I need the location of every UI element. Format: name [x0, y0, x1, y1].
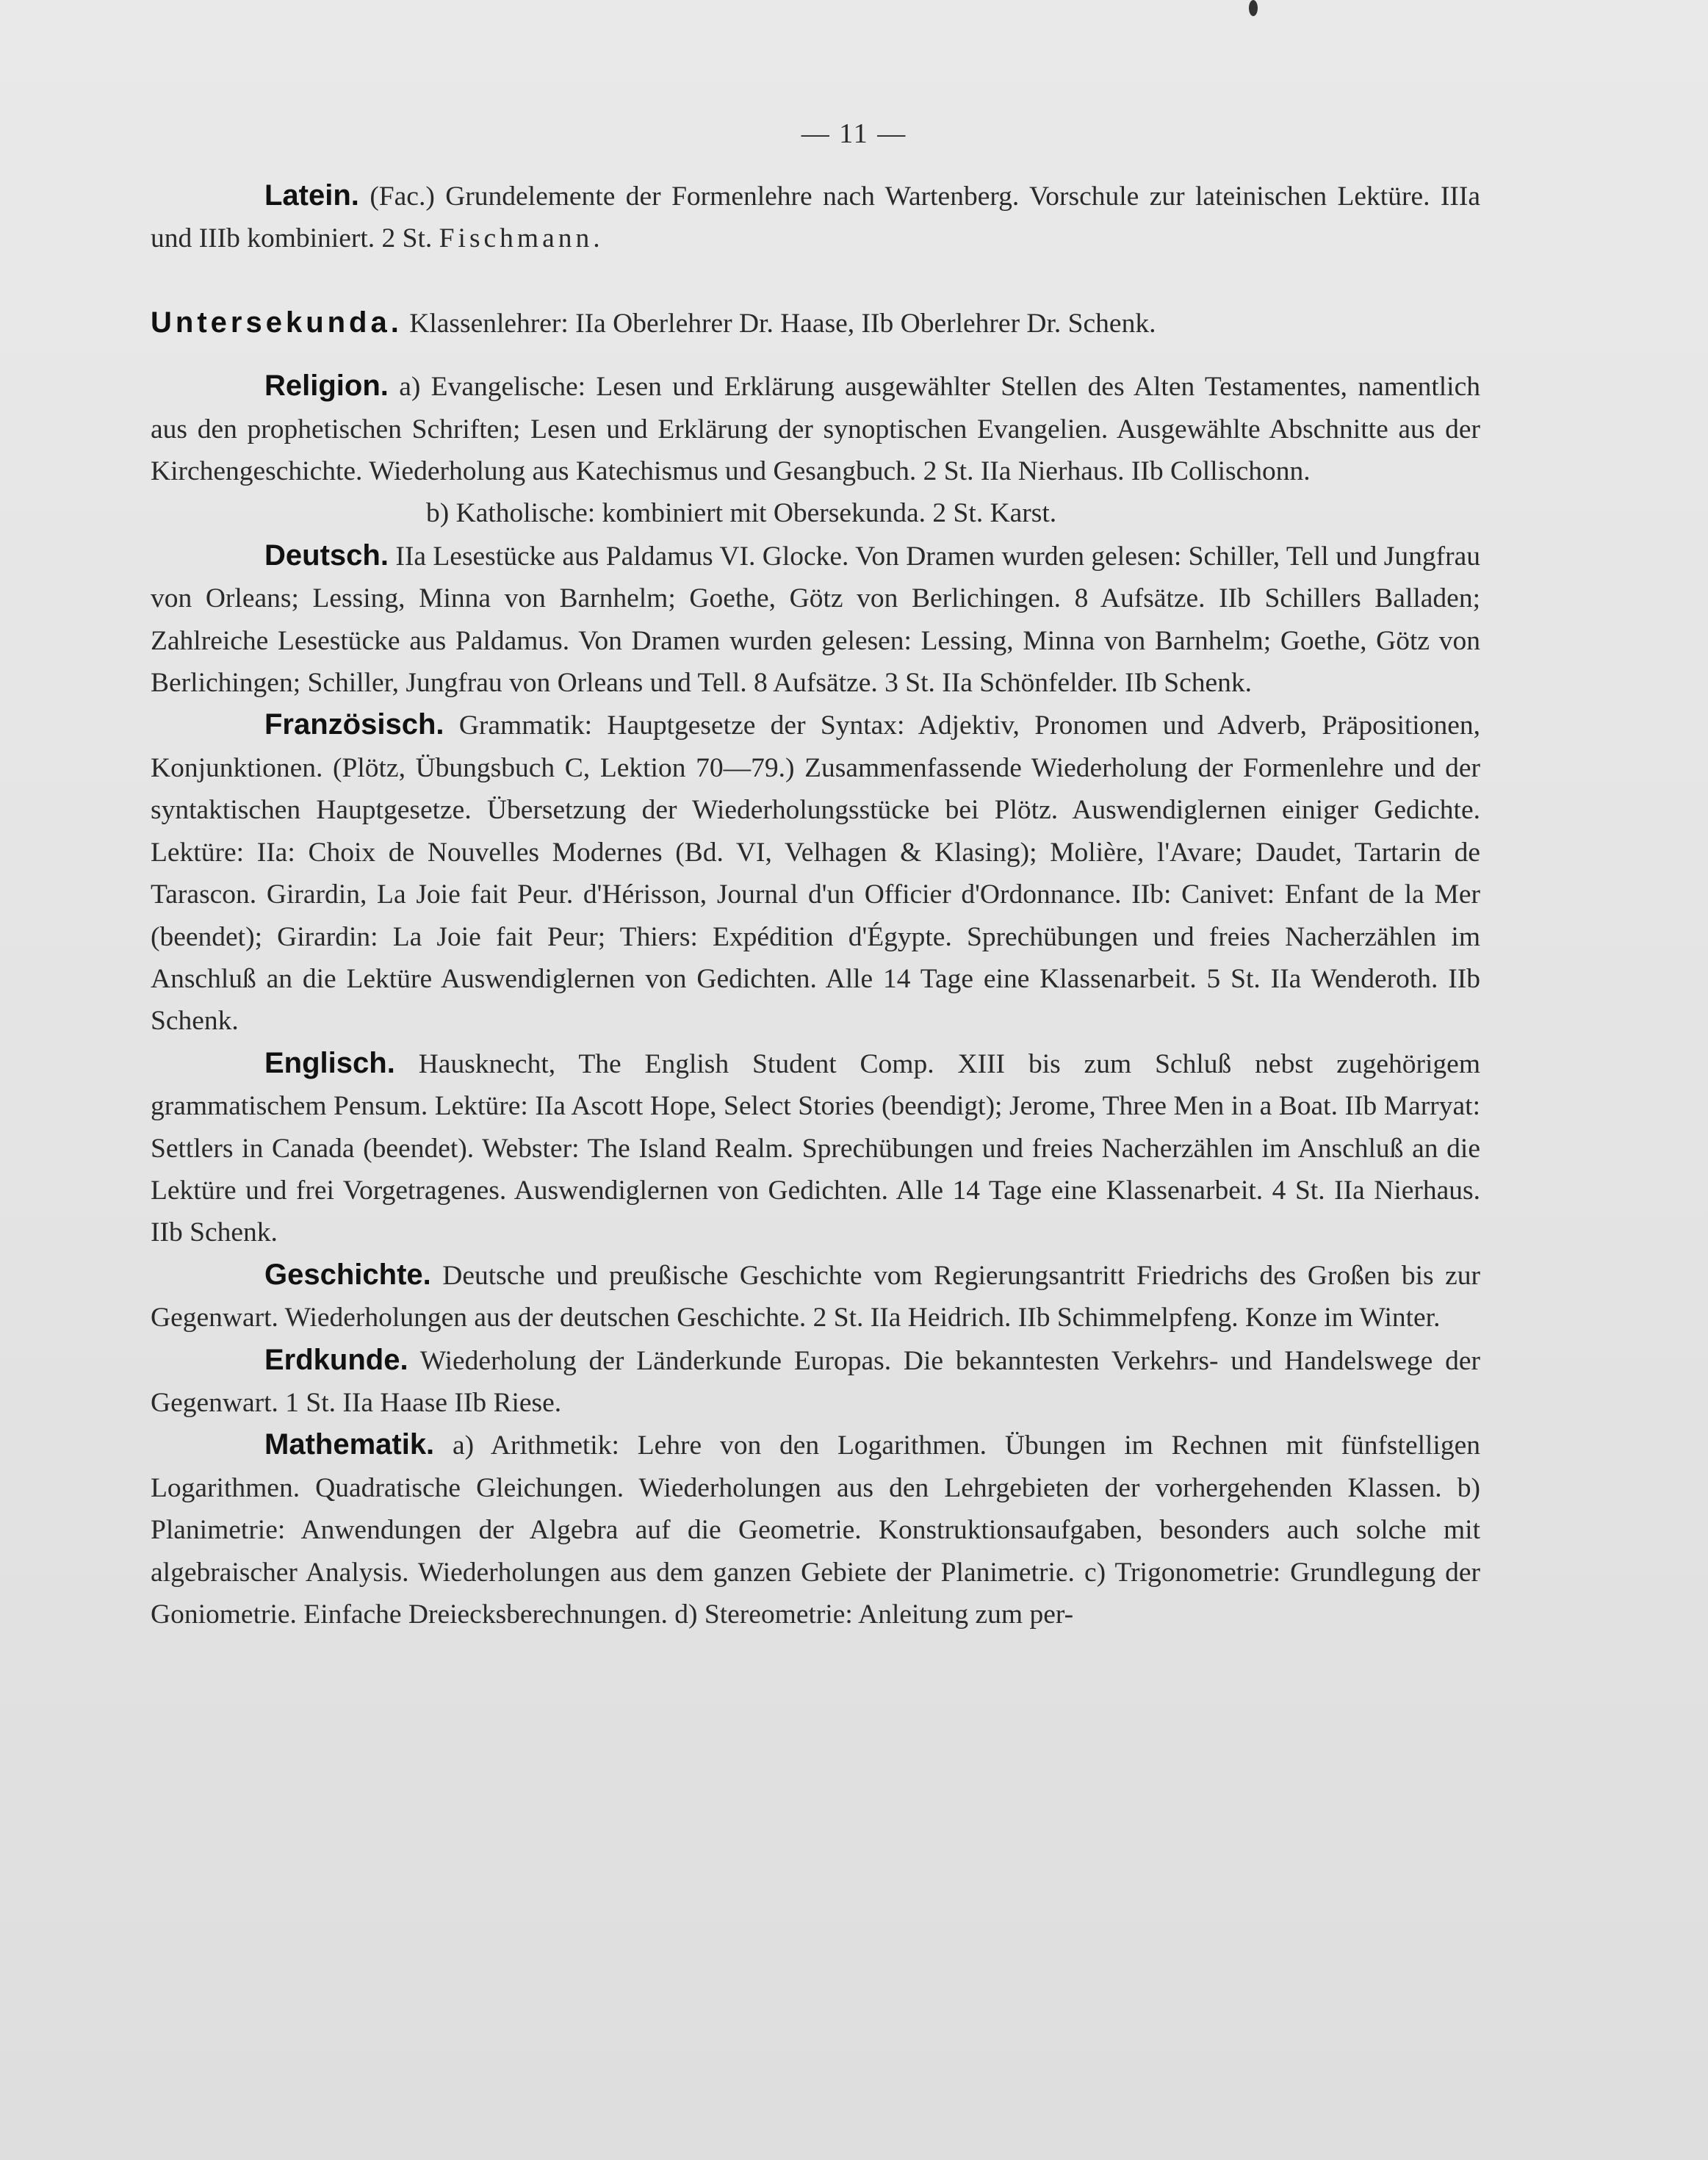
heading-deutsch: Deutsch.	[264, 539, 389, 572]
section-mathematik	[151, 1424, 1480, 1635]
heading-franzoesisch: Französisch.	[264, 708, 444, 741]
section-deutsch	[151, 535, 1480, 705]
englisch-text: Hausknecht, The English Student Comp. XIII bis zum Schluß nebst zugehörigem grammatischem Pensum. Lektüre: IIa Ascott Hope, Select Stories (beendigt); Jerome, Three Men in a Boat. IIb Marryat: Settlers in Canada (beendet). Webster: The Island Realm. Sprechübungen und freies Nacherzählen im Anschluß an die Lektüre und frei Vorgetragenes. Auswendiglernen von Gedichten. Alle 14 Tage eine Klassenarbeit. 4 St. IIa Nierhaus. IIb Schenk.	[151, 1048, 1480, 1248]
heading-erdkunde: Erdkunde.	[264, 1343, 408, 1376]
mathematik-text: a) Arithmetik: Lehre von den Logarithmen. Übungen im Rechnen mit fünfstelligen Logarithmen. Quadratische Gleichungen. Wiederholungen aus den Lehrgebieten der vorhergehenden Klassen. b) Planimetrie: Anwendungen der Algebra auf die Geometrie. Konstruktionsaufgaben, besonders auch solche mit algebraischer Analysis. Wiederholungen aus dem ganzen Gebiete der Planimetrie. c) Trigonometrie: Grundlegung der Goniometrie. Einfache Dreiecksberechnungen. d) Stereometrie: Anleitung zum per-	[151, 1430, 1480, 1630]
page-number: — 11 —	[801, 118, 907, 149]
geschichte-text: Deutsche und preußische Geschichte vom Regierungsantritt Friedrichs des Großen bis zur Gegenwart. Wiederholungen aus der deutschen Geschichte. 2 St. IIa Heidrich. IIb Schimmelpfeng. Konze im Winter.	[151, 1260, 1480, 1333]
religion-catholic: b) Katholische: kombiniert mit Obersekunda. 2 St. Karst.	[426, 498, 1057, 529]
section-religion	[151, 365, 1480, 492]
ink-speck	[1249, 0, 1258, 16]
heading-untersekunda: Untersekunda.	[151, 306, 403, 339]
erdkunde-text: Wiederholung der Länderkunde Europas. Die bekanntesten Verkehrs- und Handelswege der Gegenwart. 1 St. IIa Haase IIb Riese.	[151, 1345, 1480, 1418]
section-untersekunda	[151, 302, 1480, 345]
body-text	[151, 175, 1480, 1635]
latein-teacher: Fischmann.	[439, 223, 604, 254]
untersekunda-text: Klassenlehrer: IIa Oberlehrer Dr. Haase, IIb Oberlehrer Dr. Schenk.	[402, 308, 1156, 339]
heading-englisch: Englisch.	[264, 1046, 395, 1079]
deutsch-text: IIa Lesestücke aus Paldamus VI. Glocke. Von Dramen wurden gelesen: Schiller, Tell und Jungfrau von Orleans; Lessing, Minna von Barnhelm; Goethe, Götz von Berlichingen. 8 Aufsätze. IIb Schillers Balladen; Zahlreiche Lesestücke aus Paldamus. Von Dramen wurden gelesen: Lessing, Minna von Barnhelm; Goethe, Götz von Berlichingen; Schiller, Jungfrau von Orleans und Tell. 8 Aufsätze. 3 St. IIa Schönfelder. IIb Schenk.	[151, 541, 1480, 699]
section-latein	[151, 175, 1480, 260]
section-geschichte	[151, 1254, 1480, 1339]
latein-text: (Fac.) Grundelemente der Formenlehre nach Wartenberg. Vorschule zur lateinischen Lektüre. IIIa und IIIb kombiniert. 2 St.	[151, 181, 1480, 254]
section-erdkunde	[151, 1339, 1480, 1425]
heading-geschichte: Geschichte.	[264, 1258, 431, 1291]
heading-religion: Religion.	[264, 370, 389, 403]
religion-text-a: a) Evangelische: Lesen und Erklärung ausgewählter Stellen des Alten Testamentes, namentlich aus den prophetischen Schriften; Lesen und Erklärung der synoptischen Evangelien. Ausgewählte Abschnitte aus der Kirchengeschichte. Wiederholung aus Katechismus und Gesangbuch. 2 St. IIa Nierhaus. IIb Collischonn.	[151, 372, 1480, 487]
franzoesisch-text: Grammatik: Hauptgesetze der Syntax: Adjektiv, Pronomen und Adverb, Präpositionen, Konjunktionen. (Plötz, Übungsbuch C, Lektion 70—79.) Zusammenfassende Wiederholung der Formenlehre und der syntaktischen Hauptgesetze. Übersetzung der Wiederholungsstücke bei Plötz. Auswendiglernen einiger Gedichte. Lektüre: IIa: Choix de Nouvelles Modernes (Bd. VI, Velhagen & Klasing); Molière, l'Avare; Daudet, Tartarin de Tarascon. Girardin, La Joie fait Peur. d'Hérisson, Journal d'un Officier d'Ordonnance. IIb: Canivet: Enfant de la Mer (beendet); Girardin: La Joie fait Peur; Thiers: Expédition d'Égypte. Sprechübungen und freies Nacherzählen im Anschluß an die Lektüre Auswendiglernen von Gedichten. Alle 14 Tage eine Klassenarbeit. 5 St. IIa Wenderoth. IIb Schenk.	[151, 710, 1480, 1037]
heading-latein: Latein.	[264, 179, 359, 212]
section-englisch	[151, 1043, 1480, 1254]
heading-mathematik: Mathematik.	[264, 1428, 435, 1461]
section-franzoesisch	[151, 704, 1480, 1042]
